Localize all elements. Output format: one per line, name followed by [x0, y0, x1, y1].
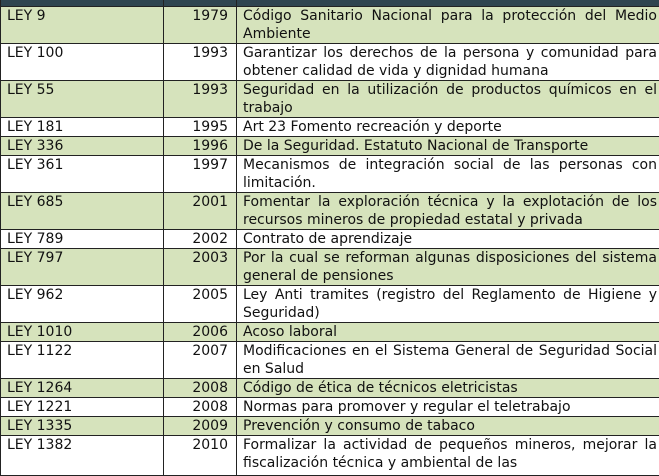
description-cell: Seguridad en la utilización de productos químicos en el trabajo — [237, 81, 659, 118]
law-name-cell: LEY 181 — [1, 118, 164, 137]
year-cell: 2002 — [164, 230, 237, 249]
description-cell: Código Sanitario Nacional para la protección del Medio Ambiente — [237, 7, 659, 44]
year-cell: 2008 — [164, 398, 237, 417]
year-cell: 2010 — [164, 436, 237, 476]
table-row — [1, 230, 659, 249]
description-cell: De la Seguridad. Estatuto Nacional de Transporte — [237, 137, 659, 156]
description-cell: Código de ética de técnicos eletricistas — [237, 379, 659, 398]
year-cell: 1993 — [164, 44, 237, 81]
law-name-cell: LEY 100 — [1, 44, 164, 81]
year-cell: 1993 — [164, 81, 237, 118]
year-cell: 2009 — [164, 417, 237, 436]
law-name-cell: LEY 55 — [1, 81, 164, 118]
table-row — [1, 323, 659, 342]
law-name-cell: LEY 962 — [1, 286, 164, 323]
description-cell: Mecanismos de integración social de las personas con limitación. — [237, 156, 659, 193]
description-cell: Modificaciones en el Sistema General de Seguridad Social en Salud — [237, 342, 659, 379]
year-cell: 2007 — [164, 342, 237, 379]
law-name-cell: LEY 1382 — [1, 436, 164, 476]
table-row — [1, 398, 659, 417]
law-name-cell: LEY 1335 — [1, 417, 164, 436]
description-cell: Formalizar la actividad de pequeños mineros, mejorar la fiscalización técnica y ambiental de las — [237, 436, 659, 476]
year-cell: 2006 — [164, 323, 237, 342]
description-cell: Ley Anti tramites (registro del Reglamento de Higiene y Seguridad) — [237, 286, 659, 323]
description-cell: Fomentar la exploración técnica y la explotación de los recursos mineros de propiedad estatal y privada — [237, 193, 659, 230]
law-name-cell: LEY 789 — [1, 230, 164, 249]
table-row — [1, 417, 659, 436]
table-row — [1, 44, 659, 81]
description-cell: Contrato de aprendizaje — [237, 230, 659, 249]
law-name-cell: LEY 1264 — [1, 379, 164, 398]
year-cell: 2001 — [164, 193, 237, 230]
year-cell: 2008 — [164, 379, 237, 398]
table-row — [1, 193, 659, 230]
year-cell: 1995 — [164, 118, 237, 137]
table-row — [1, 286, 659, 323]
table-row — [1, 342, 659, 379]
laws-table-body — [1, 0, 659, 476]
law-name-cell: LEY 361 — [1, 156, 164, 193]
description-cell: Acoso laboral — [237, 323, 659, 342]
table-row — [1, 156, 659, 193]
description-cell: Garantizar los derechos de la persona y comunidad para obtener calidad de vida y dignidad humana — [237, 44, 659, 81]
description-cell: Art 23 Fomento recreación y deporte — [237, 118, 659, 137]
year-cell: 2003 — [164, 249, 237, 286]
table-row — [1, 7, 659, 44]
law-name-cell: LEY 1122 — [1, 342, 164, 379]
law-name-cell: LEY 797 — [1, 249, 164, 286]
table-row — [1, 249, 659, 286]
description-cell: Prevención y consumo de tabaco — [237, 417, 659, 436]
description-cell: Normas para promover y regular el teletrabajo — [237, 398, 659, 417]
table-row — [1, 379, 659, 398]
table-row — [1, 118, 659, 137]
law-name-cell: LEY 685 — [1, 193, 164, 230]
year-cell: 2005 — [164, 286, 237, 323]
table-row — [1, 137, 659, 156]
year-cell: 1996 — [164, 137, 237, 156]
law-name-cell: LEY 1221 — [1, 398, 164, 417]
year-cell: 1979 — [164, 7, 237, 44]
year-cell: 1997 — [164, 156, 237, 193]
description-cell: Por la cual se reforman algunas disposiciones del sistema general de pensiones — [237, 249, 659, 286]
law-name-cell: LEY 9 — [1, 7, 164, 44]
table-row — [1, 81, 659, 118]
law-name-cell: LEY 1010 — [1, 323, 164, 342]
law-name-cell: LEY 336 — [1, 137, 164, 156]
